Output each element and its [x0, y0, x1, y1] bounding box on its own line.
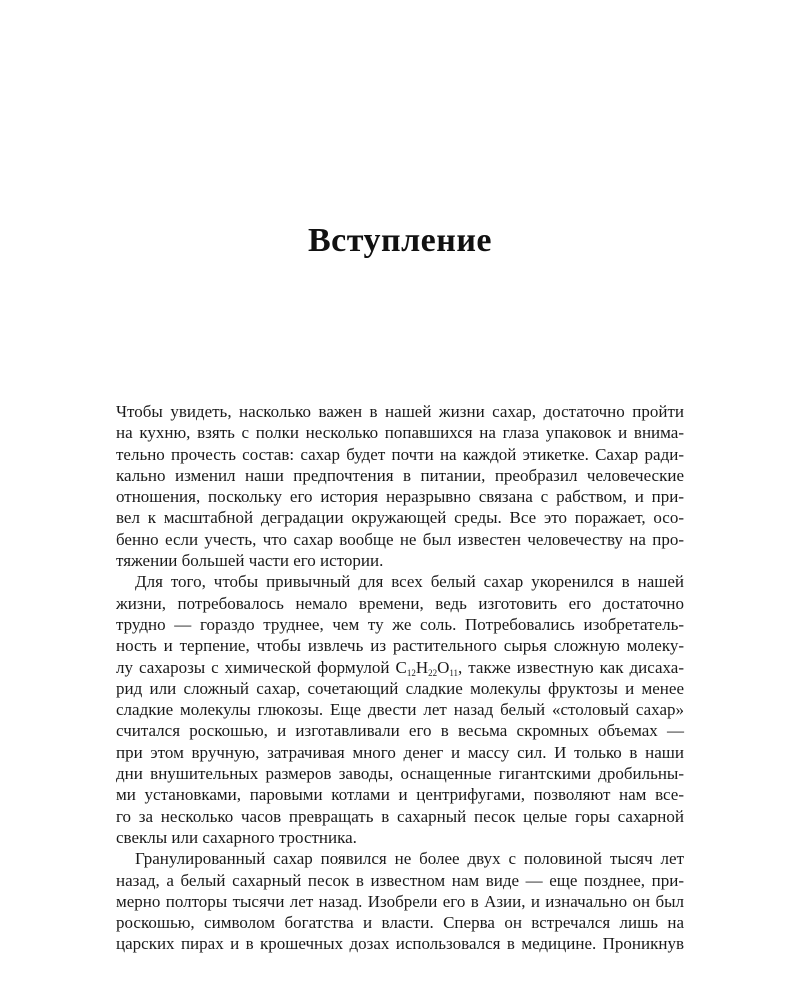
text-line: тяжении большей части его истории.: [116, 551, 384, 571]
text-line: дни внушительных размеров заводы, оснащенные гигантскими дробильны-: [116, 764, 684, 784]
text-line: ность и терпение, чтобы извлечь из растительного сырья сложную молеку-: [116, 636, 684, 656]
formula-subscript: 11: [449, 667, 459, 678]
formula-text-before: лу сахарозы с химической формулой C: [116, 657, 407, 677]
text-line-formula: [116, 657, 684, 678]
text-line: роскошью, символом богатства и власти. Сперва он встречался лишь на: [116, 913, 684, 933]
text-line: тельно прочесть состав: сахар будет почти на каждой этикетке. Сахар ради-: [116, 444, 684, 464]
text-line: жизни, потребовалось немало времени, ведь изготовить его достаточно: [116, 593, 684, 613]
text-line: кально изменил наши предпочтения в питании, преобразил человеческие: [116, 465, 684, 485]
text-line: отношения, поскольку его история неразрывно связана с рабством, и при-: [116, 487, 684, 507]
text-line: Чтобы увидеть, насколько важен в нашей жизни сахар, достаточно пройти: [116, 402, 684, 421]
text-line: го за несколько часов превращать в сахарный песок целые горы сахарной: [116, 806, 684, 826]
paragraph-2: [116, 571, 684, 848]
text-line: Гранулированный сахар появился не более двух с половиной тысяч лет: [135, 849, 684, 869]
text-line: ми установками, паровыми котлами и центрифугами, позволяют нам все-: [116, 785, 684, 805]
text-line: бенно если учесть, что сахар вообще не был известен человечеству на про-: [116, 529, 684, 549]
text-line: трудно — гораздо труднее, чем ту же соль. Потребовались изобретатель-: [116, 614, 684, 634]
text-line: царских пирах и в крошечных дозах использовался в медицине. Проникнув: [116, 934, 684, 954]
formula-element: H: [415, 657, 429, 677]
chapter-title: Вступление: [307, 222, 493, 259]
paragraph-3: [116, 848, 684, 954]
text-line: сладкие молекулы глюкозы. Еще двести лет назад белый «столовый сахар»: [116, 700, 684, 720]
formula-element: O: [437, 657, 450, 677]
text-line: вел к масштабной деградации окружающей среды. Все это поражает, осо-: [116, 508, 684, 528]
paragraph-1: [116, 401, 684, 571]
text-line: рид или сложный сахар, сочетающий сладкие молекулы фруктозы и менее: [116, 678, 684, 698]
text-line: свеклы или сахарного тростника.: [116, 827, 357, 847]
formula-subscript: 12: [406, 667, 416, 678]
text-line: на кухню, взять с полки несколько попавшихся на глаза упаковок и внима-: [116, 423, 684, 443]
body-text: [116, 401, 684, 955]
text-line: Для того, чтобы привычный для всех белый сахар укоренился в нашей: [135, 572, 684, 592]
formula-text-after: , также известную как дисаха-: [458, 657, 684, 677]
text-line: при этом вручную, затрачивая много денег и массу сил. И только в наши: [116, 742, 684, 762]
text-line: мерно полторы тысячи лет назад. Изобрели его в Азии, и изначально он был: [116, 891, 684, 911]
text-line: считался роскошью, и изготавливали его в весьма скромных объемах —: [116, 721, 684, 741]
formula-subscript: 22: [428, 667, 438, 678]
text-line: назад, а белый сахарный песок в известном нам виде — еще позднее, при-: [116, 870, 684, 890]
